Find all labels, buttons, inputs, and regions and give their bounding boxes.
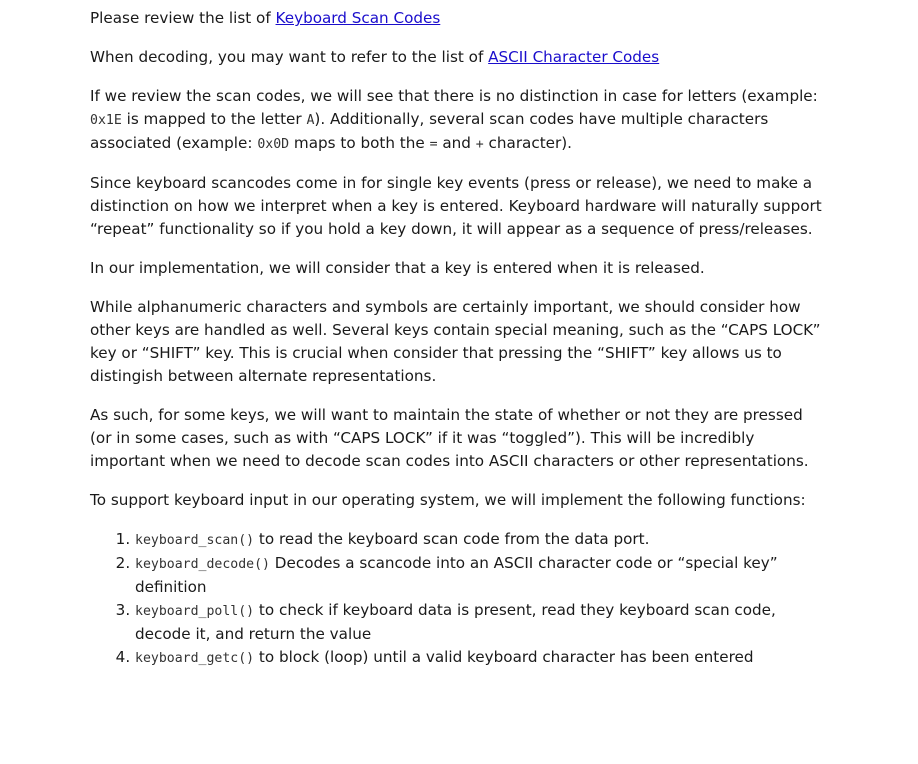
case-text-4: maps to both the: [289, 134, 430, 152]
function-description: to check if keyboard data is present, read they keyboard scan code, decode it, and return the value: [135, 601, 776, 643]
state-paragraph: As such, for some keys, we will want to maintain the state of whether or not they are pressed (or in some cases, such as with “CAPS LOCK” if it was “toggled”). This will be incredibly important when we need to decode scan codes into ASCII characters or other representations.: [90, 406, 809, 470]
function-name: keyboard_poll(): [135, 604, 255, 619]
special-keys-paragraph: While alphanumeric characters and symbols are certainly important, we should consider how other keys are handled as well. Several keys contain special meaning, such as the “CAPS LOCK” key or “SHIFT” key. This is crucial when consider that pressing the “SHIFT” key allows us to distingish between alternate representations.: [90, 298, 821, 385]
function-description: to read the keyboard scan code from the data port.: [254, 530, 650, 548]
function-description: to block (loop) until a valid keyboard character has been entered: [254, 648, 754, 666]
case-text-2: is mapped to the letter: [121, 110, 307, 128]
ascii-character-codes-link[interactable]: ASCII Character Codes: [488, 48, 660, 66]
list-item: [135, 646, 825, 670]
case-text-3: ). Additionally, several scan codes have multiple characters associated (example:: [90, 110, 769, 152]
ascii-prefix: When decoding, you may want to refer to the list of: [90, 48, 489, 66]
inline-code-0x1e: 0x1E: [90, 113, 122, 128]
case-text-1: If we review the scan codes, we will see that there is no distinction in case for letters (example:: [90, 87, 818, 105]
inline-code-plus: +: [475, 137, 484, 152]
keyboard-scan-codes-link[interactable]: Keyboard Scan Codes: [275, 9, 441, 27]
function-name: keyboard_scan(): [135, 533, 255, 548]
scan-codes-paragraph: [90, 7, 825, 30]
implementation-paragraph: In our implementation, we will consider that a key is entered when it is released.: [90, 259, 705, 277]
function-name: keyboard_decode(): [135, 557, 270, 572]
ascii-paragraph: [90, 46, 825, 69]
list-item: [135, 599, 825, 646]
functions-list: [90, 528, 825, 670]
case-paragraph: [90, 85, 825, 156]
case-text-6: character).: [483, 134, 573, 152]
document-content: [90, 7, 825, 670]
case-text-5: and: [437, 134, 476, 152]
list-item: [135, 528, 825, 552]
scan-codes-prefix: Please review the list of: [90, 9, 276, 27]
inline-code-0x0d: 0x0D: [257, 137, 290, 152]
list-item: [135, 552, 825, 599]
function-name: keyboard_getc(): [135, 651, 255, 666]
events-paragraph: Since keyboard scancodes come in for single key events (press or release), we need to make a distinction on how we interpret when a key is entered. Keyboard hardware will naturally support “repeat” functionality so if you hold a key down, it will appear as a sequence of press/releases.: [90, 174, 822, 238]
function-description: Decodes a scancode into an ASCII character code or “special key” definition: [135, 554, 778, 596]
inline-code-equals: =: [429, 137, 438, 152]
inline-code-a: A: [306, 113, 315, 128]
functions-intro-paragraph: To support keyboard input in our operating system, we will implement the following functions:: [90, 491, 806, 509]
